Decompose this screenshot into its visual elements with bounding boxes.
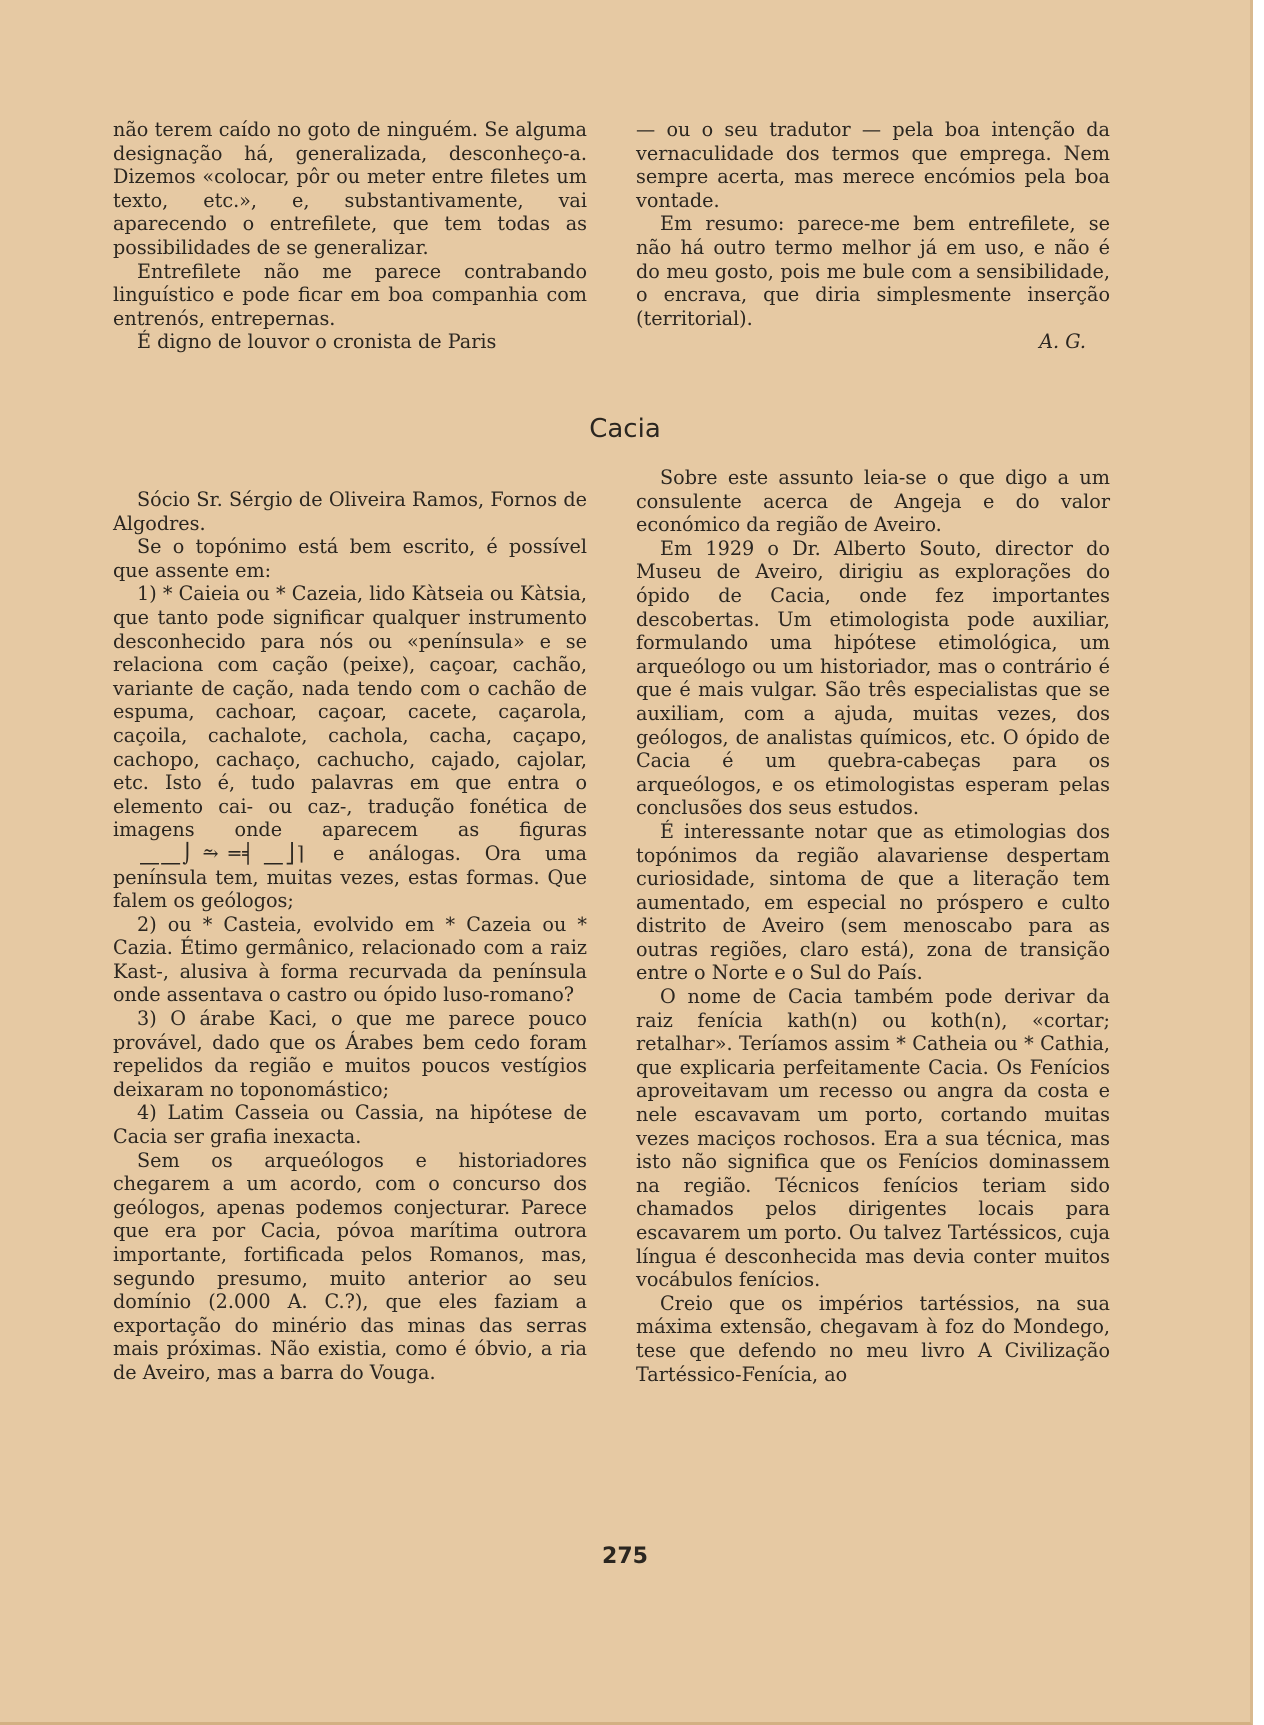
- paragraph: Entrefilete não me parece contrabando linguístico e pode ficar em boa companhia com entrenós, entrepernas.: [113, 259, 587, 330]
- paragraph: Sobre este assunto leia-se o que digo a um consulente acerca de Angeja e do valor económico da região de Aveiro.: [636, 466, 1110, 537]
- paragraph: Sem os arqueólogos e historiadores chegarem a um acordo, com o concurso dos geólogos, apenas podemos conjecturar. Parece que era por Cacia, póvoa marítima outrora importante, fortificada pelos Romanos, mas, segundo presumo, muito anterior ao seu domínio (2.000 A. C.?), que eles faziam a exportação do minério das minas das serras mais próximas. Não existia, como é óbvio, a ria de Aveiro, mas a barra do Vouga.: [113, 1148, 587, 1384]
- figure-glyphs: ⎽⎽⌡ ⥲ ═╡ ⎽⎦⌉: [140, 841, 307, 865]
- paragraph-with-figures: [113, 582, 587, 912]
- paragraph: Creio que os impérios tartéssios, na sua máxima extensão, chegavam à foz do Mondego, tese que defendo no meu livro A Civilização Tartéssico-Fenícia, ao: [636, 1291, 1110, 1386]
- bottom-left-column: [113, 488, 587, 1385]
- paragraph: Sócio Sr. Sérgio de Oliveira Ramos, Fornos de Algodres.: [113, 488, 587, 535]
- paragraph-text: e análogas. Ora uma península tem, muitas vezes, estas formas. Que falem os geólogos;: [113, 841, 587, 913]
- paragraph: É interessante notar que as etimologias dos topónimos da região alavariense despertam curiosidade, sintoma de que a literação tem aumentado, em especial no próspero e culto distrito de Aveiro (sem menoscabo para as outras regiões, claro está), zona de transição entre o Norte e o Sul do País.: [636, 819, 1110, 985]
- author-signature: A. G.: [1039, 330, 1086, 354]
- paragraph: não terem caído no goto de ninguém. Se alguma designação há, generalizada, desconheço-a. Dizemos «colocar, pôr ou meter entre filetes um texto, etc.», e, substantivamente, vai aparecendo o entrefilete, que tem todas as possibilidades de se generalizar.: [113, 118, 587, 259]
- paragraph: 4) Latim Casseia ou Cassia, na hipótese de Cacia ser grafia inexacta.: [113, 1101, 587, 1149]
- paragraph: O nome de Cacia também pode derivar da raiz fenícia kath(n) ou koth(n), «cortar; retalhar». Teríamos assim * Catheia ou * Cathia, que explicaria perfeitamente Cacia. Os Fenícios aproveitavam um recesso ou angra da costa e nele escavavam um porto, cortando muitas vezes maciços rochosos. Era a sua técnica, mas isto não significa que os Fenícios dominassem na região. Técnicos fenícios teriam sido chamados pelos dirigentes locais para escavarem um porto. Ou talvez Tartéssicos, cuja língua é desconhecida mas devia conter muitos vocábulos fenícios.: [636, 985, 1110, 1292]
- page-number: 275: [602, 1544, 648, 1569]
- paragraph: Em resumo: parece-me bem entrefilete, se não há outro termo melhor já em uso, e não é do meu gosto, pois me bule com a sensibilidade, o encrava, que diria simplesmente inserção (territorial).: [636, 212, 1110, 330]
- section-title: Cacia: [589, 414, 661, 444]
- paragraph: 2) ou * Casteia, evolvido em * Cazeia ou * Cazia. Étimo germânico, relacionado com a raiz Kast-, alusiva à forma recurvada da península onde assentava o castro ou ópido luso-romano?: [113, 912, 587, 1007]
- paragraph: Em 1929 o Dr. Alberto Souto, director do Museu de Aveiro, dirigiu as explorações do ópido de Cacia, onde fez importantes descobertas. Um etimologista pode auxiliar, formulando uma hipótese etimológica, um arqueólogo ou um historiador, mas o contrário é que é mais vulgar. São três especialistas que se auxiliam, com a ajuda, muitas vezes, dos geólogos, de analistas químicos, etc. O ópido de Cacia é um quebra-cabeças para os arqueólogos, e os etimologistas esperam pelas conclusões dos seus estudos.: [636, 536, 1110, 820]
- paragraph: — ou o seu tradutor — pela boa intenção da vernaculidade dos termos que emprega. Nem sempre acerta, mas merece encómios pela boa vontade.: [636, 118, 1110, 212]
- top-right-column: [636, 118, 1110, 354]
- paragraph-text: 1) * Caieia ou * Cazeia, lido Kàtseia ou Kàtsia, que tanto pode significar qualquer instrumento desconhecido para nós ou «península» e se relaciona com cação (peixe), caçoar, cachão, variante de cação, nada tendo com o cachão de espuma, cachoar, caçoar, cacete, caçarola, caçoila, cachalote, cachola, cacha, caçapo, cachopo, cachaço, cachucho, cajado, cajolar, etc. Isto é, tudo palavras em que entra o elemento cai- ou caz-, tradução fonética de imagens onde aparecem as figuras: [113, 582, 587, 842]
- top-left-column: [113, 118, 587, 354]
- paragraph: Se o topónimo está bem escrito, é possível que assente em:: [113, 535, 587, 582]
- bottom-right-column: [636, 466, 1110, 1386]
- paragraph: 3) O árabe Kaci, o que me parece pouco provável, dado que os Árabes bem cedo foram repelidos da região e muitos poucos vestígios deixaram no toponomástico;: [113, 1007, 587, 1101]
- paragraph: É digno de louvor o cronista de Paris: [137, 330, 497, 354]
